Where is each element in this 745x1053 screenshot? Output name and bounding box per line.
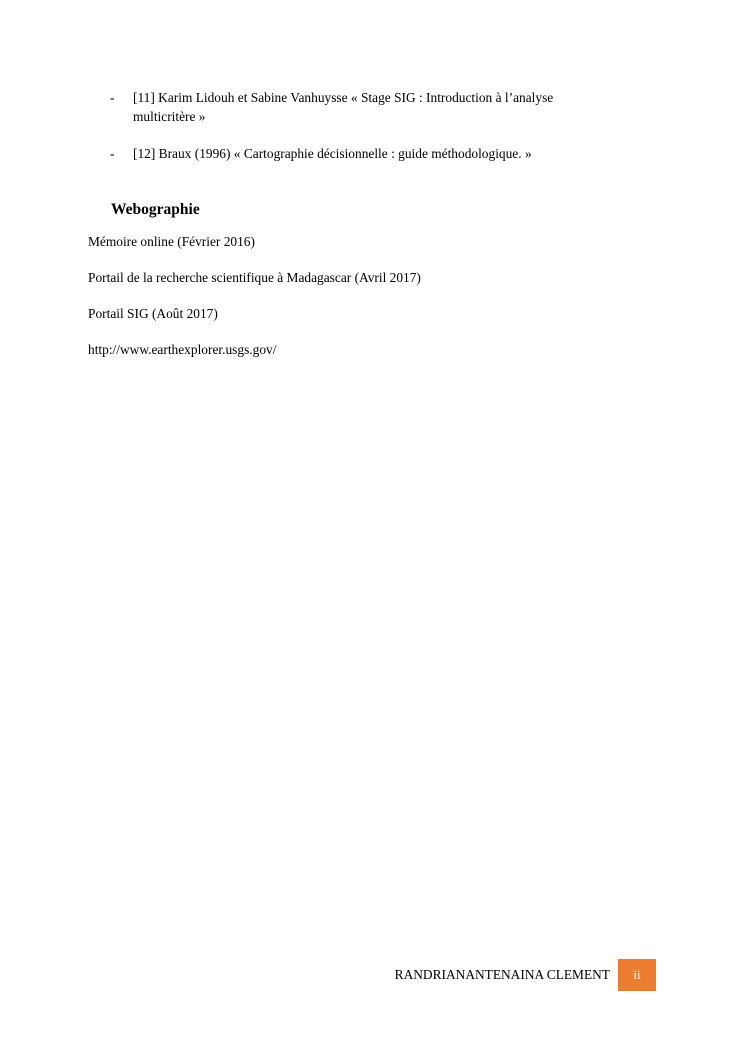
- bibliography-list: [108, 88, 628, 163]
- bibliography-item-text-line-1: [11] Karim Lidouh et Sabine Vanhuysse « Stage SIG : Introduction à l’analyse: [133, 90, 554, 105]
- bibliography-item-text-line-1: [12] Braux (1996) « Cartographie décisionnelle : guide méthodologique. »: [133, 146, 532, 161]
- bibliography-item: [108, 88, 628, 126]
- bibliography-item: [108, 144, 628, 163]
- list-dash-marker: -: [110, 146, 115, 161]
- page-footer: [0, 959, 745, 991]
- webography-heading: Webographie: [111, 201, 200, 218]
- webography-item: Portail SIG (Août 2017): [88, 306, 218, 321]
- footer-author-name: RANDRIANANTENAINA CLEMENT: [394, 967, 610, 982]
- webography-list: [88, 233, 421, 377]
- list-dash-marker: -: [110, 90, 115, 105]
- webography-item: Mémoire online (Février 2016): [88, 234, 255, 249]
- bibliography-item-text-line-2: multicritère »: [133, 109, 206, 124]
- webography-link[interactable]: http://www.earthexplorer.usgs.gov/: [88, 342, 277, 357]
- page-number-badge: ii: [618, 959, 656, 991]
- webography-item: Portail de la recherche scientifique à Madagascar (Avril 2017): [88, 270, 421, 285]
